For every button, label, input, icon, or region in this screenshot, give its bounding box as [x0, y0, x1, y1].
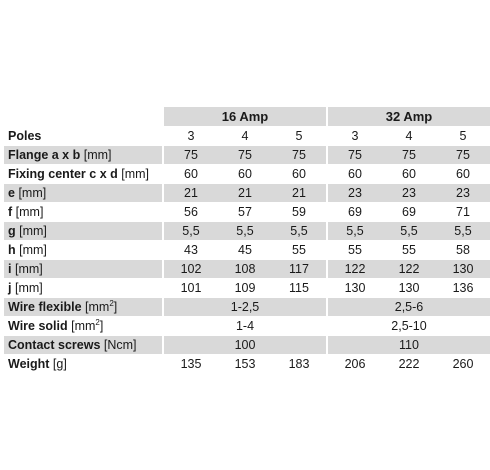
row-label-text: g — [8, 224, 16, 238]
table-cell: 2,5-6 — [328, 298, 490, 316]
table-cell: 45 — [238, 243, 252, 257]
row-unit: [mm] — [14, 262, 43, 276]
row-label-text: Weight — [8, 357, 50, 371]
table-cell: 60 — [184, 167, 198, 181]
row-unit: [mm — [71, 319, 96, 333]
table-cell: 21 — [272, 184, 326, 202]
table-cell: 100 — [164, 336, 326, 354]
table-cell: 117 — [272, 260, 326, 278]
table-cell: 23 — [382, 184, 436, 202]
table-cell: 108 — [218, 260, 272, 278]
table-cell: 57 — [238, 205, 252, 219]
row-label — [4, 336, 162, 354]
header-row — [4, 107, 486, 126]
row-label — [4, 241, 162, 259]
row-label — [4, 203, 162, 221]
row-unit: [mm] — [15, 205, 44, 219]
table-cell: 3 — [187, 129, 195, 143]
row-unit: [Ncm] — [103, 338, 137, 352]
table-row — [4, 127, 486, 145]
row-label — [4, 355, 162, 373]
row-label — [4, 260, 162, 278]
table-cell: 153 — [234, 357, 256, 371]
unit-bracket-close: ] — [99, 319, 104, 333]
table-cell: 101 — [180, 281, 202, 295]
table-cell: 222 — [398, 357, 420, 371]
table-cell: 75 — [436, 146, 490, 164]
table-cell: 5,5 — [272, 222, 326, 240]
table-row — [4, 298, 486, 316]
row-label-text: f — [8, 205, 13, 219]
table-cell: 55 — [292, 243, 306, 257]
table-cell: 136 — [452, 281, 474, 295]
table-cell: 59 — [292, 205, 306, 219]
spec-table — [4, 107, 486, 373]
table-cell: 21 — [218, 184, 272, 202]
row-label — [4, 165, 162, 183]
table-row — [4, 222, 486, 240]
table-cell: 60 — [348, 167, 362, 181]
table-cell: 206 — [344, 357, 366, 371]
row-unit: [mm] — [121, 167, 150, 181]
table-cell: 5,5 — [164, 222, 218, 240]
table-cell: 43 — [184, 243, 198, 257]
table-row — [4, 146, 486, 164]
table-row — [4, 165, 486, 183]
table-row — [4, 203, 486, 221]
row-label-text: Fixing center c x d — [8, 167, 118, 181]
table-row — [4, 355, 486, 373]
row-label — [4, 184, 162, 202]
row-unit: [mm] — [18, 186, 47, 200]
table-cell: 3 — [351, 129, 359, 143]
table-cell: 135 — [180, 357, 202, 371]
table-cell: 55 — [402, 243, 416, 257]
table-cell: 1-2,5 — [164, 298, 326, 316]
table-cell: 75 — [272, 146, 326, 164]
table-cell: 5,5 — [218, 222, 272, 240]
table-cell: 122 — [382, 260, 436, 278]
group-32-amp: 32 Amp — [328, 107, 490, 126]
row-label — [4, 317, 162, 335]
table-row — [4, 241, 486, 259]
row-label-text: Wire solid — [8, 319, 68, 333]
row-unit: [mm] — [83, 148, 112, 162]
row-unit: [g] — [52, 357, 67, 371]
row-label — [4, 222, 162, 240]
table-cell: 75 — [218, 146, 272, 164]
row-label — [4, 279, 162, 297]
table-cell: 4 — [241, 129, 249, 143]
table-cell: 69 — [402, 205, 416, 219]
row-label — [4, 146, 162, 164]
table-cell: 4 — [405, 129, 413, 143]
table-cell: 5,5 — [436, 222, 490, 240]
table-cell: 23 — [436, 184, 490, 202]
table-cell: 55 — [348, 243, 362, 257]
table-cell: 75 — [164, 146, 218, 164]
table-cell: 110 — [328, 336, 490, 354]
table-cell: 5 — [459, 129, 467, 143]
table-cell: 130 — [398, 281, 420, 295]
group-16-amp: 16 Amp — [164, 107, 326, 126]
table-cell: 183 — [288, 357, 310, 371]
table-row — [4, 317, 486, 335]
table-cell: 1-4 — [235, 319, 255, 333]
table-cell: 60 — [292, 167, 306, 181]
row-label-text: Poles — [8, 129, 42, 143]
table-cell: 56 — [184, 205, 198, 219]
row-label-text: e — [8, 186, 15, 200]
row-unit: [mm] — [14, 281, 43, 295]
table-cell: 75 — [382, 146, 436, 164]
row-label-text: h — [8, 243, 16, 257]
row-unit: [mm] — [19, 243, 47, 257]
table-cell: 109 — [234, 281, 256, 295]
row-label — [4, 298, 162, 316]
table-cell: 130 — [344, 281, 366, 295]
table-cell: 69 — [348, 205, 362, 219]
table-cell: 115 — [289, 281, 309, 295]
table-cell: 60 — [456, 167, 470, 181]
table-cell: 23 — [328, 184, 382, 202]
unit-superscript: 2 — [95, 318, 100, 327]
table-cell: 102 — [164, 260, 218, 278]
table-cell: 5,5 — [328, 222, 382, 240]
table-cell: 71 — [456, 205, 470, 219]
table-cell: 122 — [328, 260, 382, 278]
header-blank — [4, 107, 162, 126]
table-cell: 5 — [295, 129, 303, 143]
table-cell: 60 — [402, 167, 416, 181]
row-label-text: i — [8, 262, 12, 276]
row-label-text: j — [8, 281, 12, 295]
row-label-text: Contact screws — [8, 338, 101, 352]
unit-superscript: 2 — [109, 299, 114, 308]
table-cell: 130 — [436, 260, 490, 278]
table-cell: 2,5-10 — [391, 319, 427, 333]
row-label — [4, 127, 162, 145]
row-label-text: Wire flexible — [8, 300, 82, 314]
table-cell: 75 — [328, 146, 382, 164]
table-row — [4, 336, 486, 354]
unit-bracket-close: ] — [113, 300, 118, 314]
row-label-text: Flange a x b — [8, 148, 81, 162]
table-cell: 5,5 — [382, 222, 436, 240]
table-cell: 60 — [238, 167, 252, 181]
row-unit: [mm] — [19, 224, 47, 238]
table-row — [4, 260, 486, 278]
row-unit: [mm — [85, 300, 110, 314]
table-row — [4, 279, 486, 297]
table-cell: 58 — [456, 243, 470, 257]
table-cell: 260 — [452, 357, 474, 371]
table-row — [4, 184, 486, 202]
table-cell: 21 — [164, 184, 218, 202]
